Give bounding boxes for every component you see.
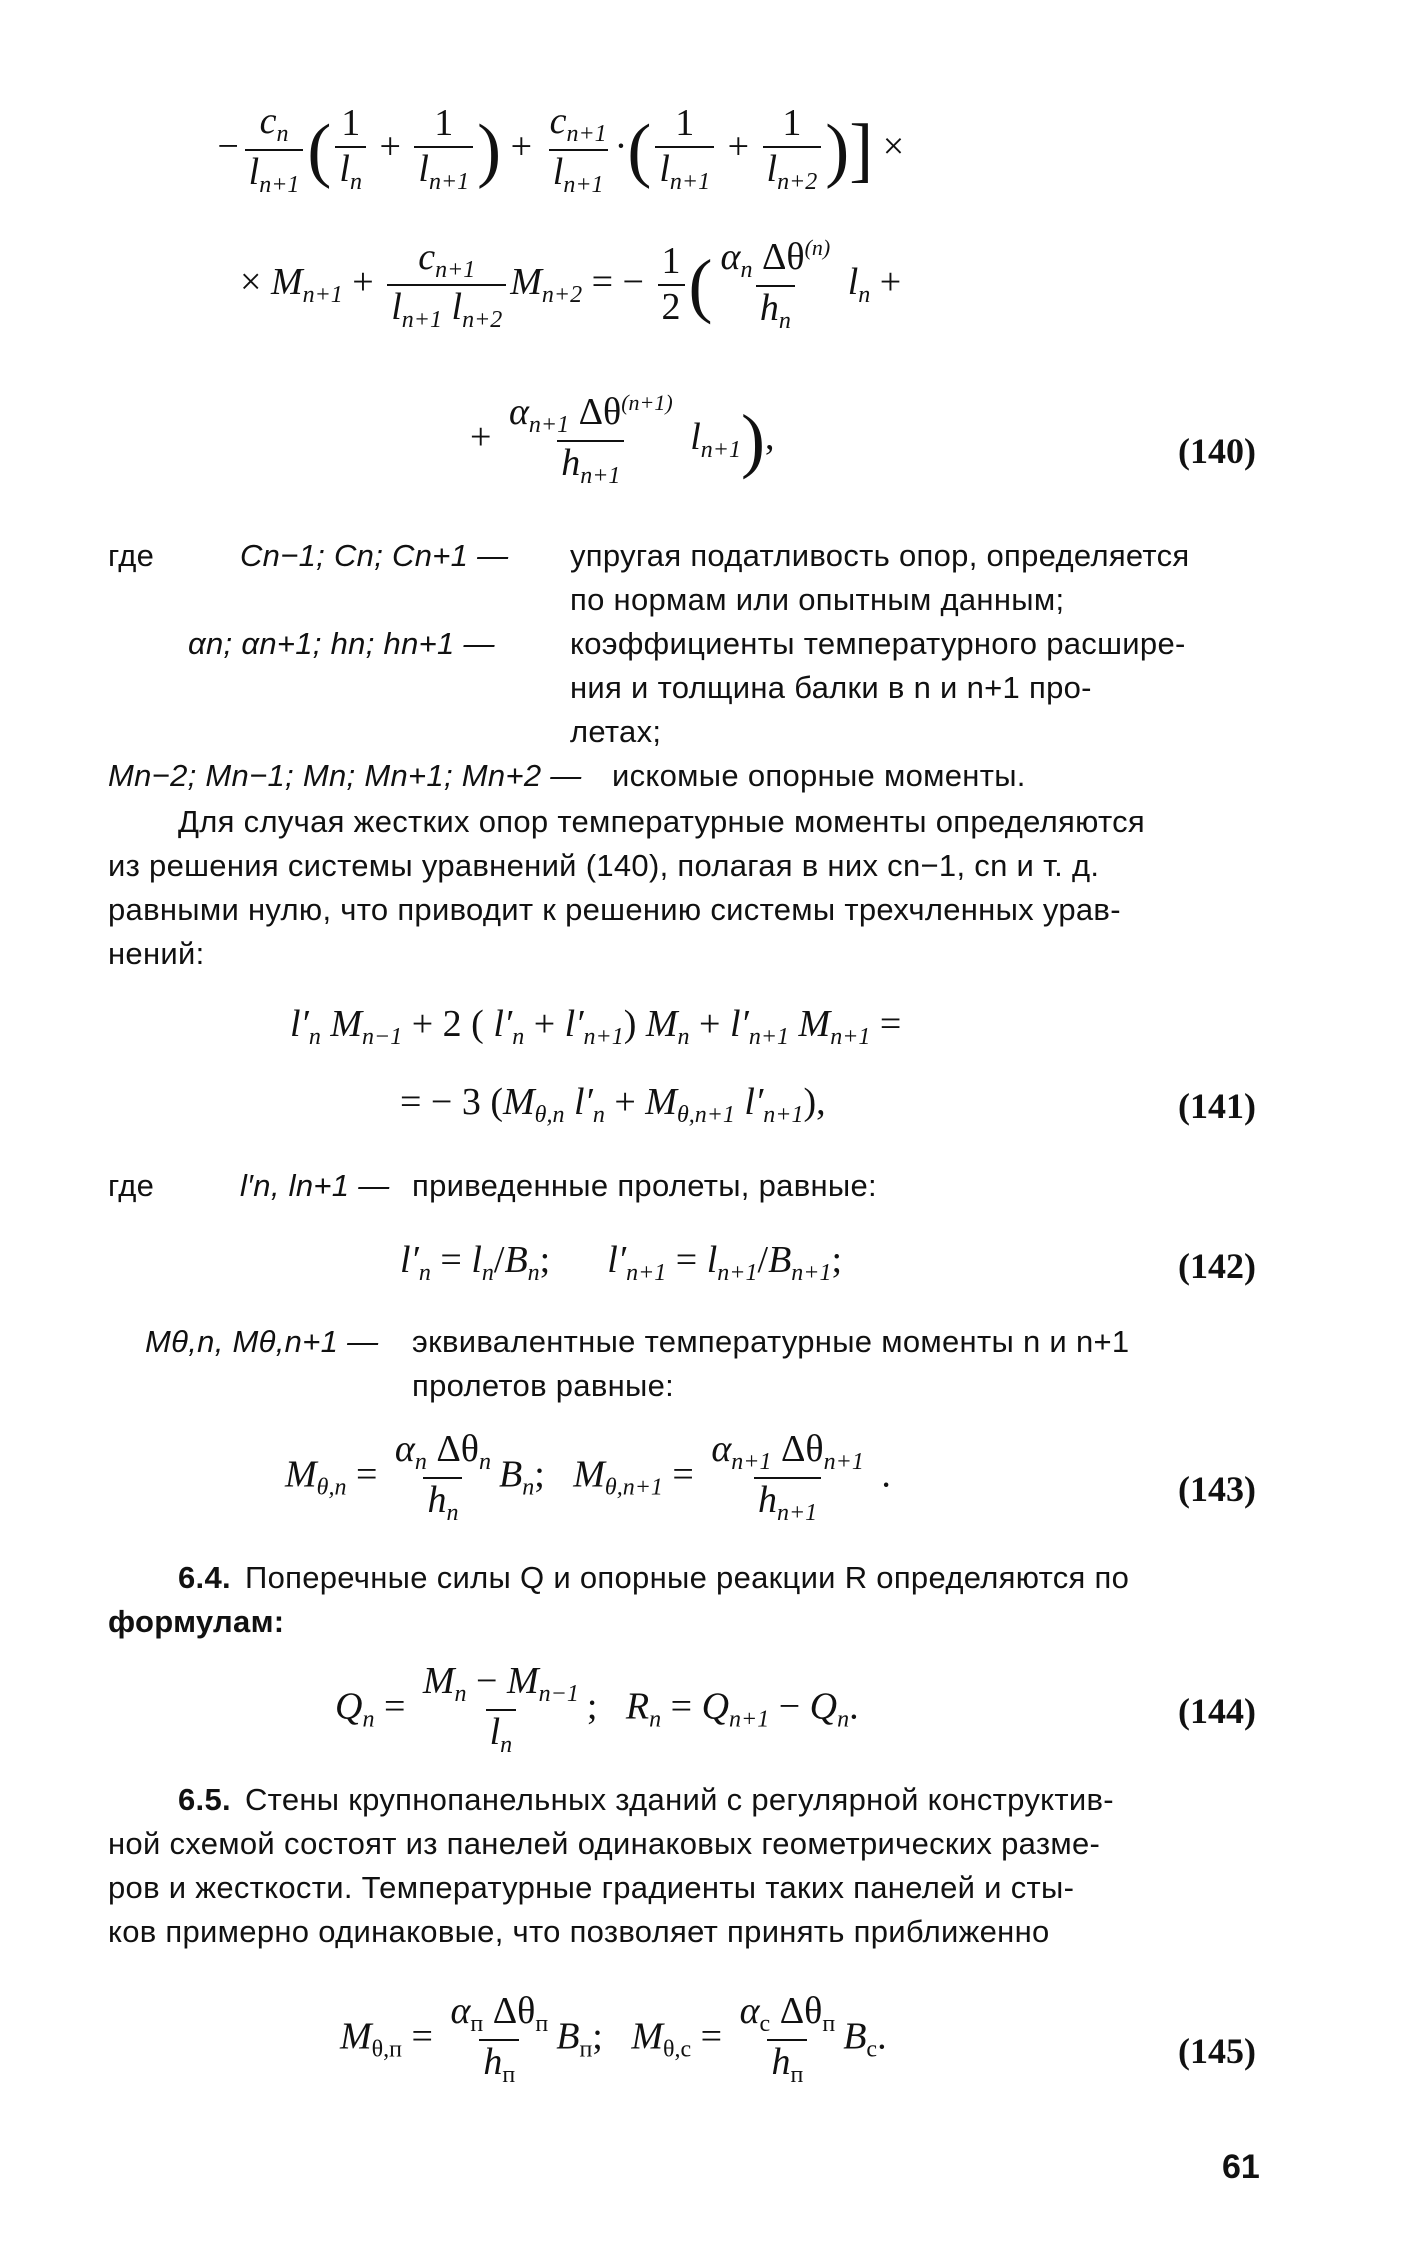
where-label: где	[108, 538, 155, 573]
paragraph-1-line1: Для случая жестких опор температурные моменты определяются	[178, 804, 1146, 839]
equation-141-line2: = − 3 ($M_{\theta,n}$ $l'_n + M_{\theta,n+1}$ $l'_{n+1}$),	[400, 1081, 826, 1128]
paragraph-3-line2: ной схемой состоят из панелей одинаковых геометрических разме-	[108, 1826, 1101, 1861]
where-label-2: где	[108, 1168, 155, 1203]
where-3-text-line2: пролетов равные:	[412, 1368, 675, 1403]
paragraph-3-line1: Стены крупнопанельных зданий с регулярной конструктив-	[245, 1782, 1114, 1817]
where-item-1-symbols: Cn−1; Cn; Cn+1 —	[240, 538, 509, 573]
equation-143: $M_{\theta,n}$ = $\frac{\alpha_n \Delta\theta_n}{h_n}$ $B_n$; $M_{\theta,n+1}$ = $\frac{\alpha_{n+1} \Delta\theta_{n+1}}{h_{n+1}}$ .	[285, 1428, 891, 1526]
equation-number-140: (140)	[1178, 431, 1256, 471]
where-item-1-text-line2: по нормам или опытным данным;	[570, 582, 1065, 617]
where-item-2-text-line1: коэффициенты температурного расшире-	[570, 626, 1186, 661]
where-item-2-symbols: αn; αn+1; hn; hn+1 —	[188, 626, 495, 661]
paragraph-1-line3: равными нулю, что приводит к решению системы трехчленных урав-	[108, 892, 1121, 927]
where-item-2-text-line3: летах;	[570, 714, 662, 749]
where-3-text-line1: эквивалентные температурные моменты n и n+1	[412, 1324, 1130, 1359]
equation-142: $l'_n = l_n/B_n$; $l'_{n+1} = l_{n+1}/B_{n+1}$;	[400, 1239, 843, 1286]
where-item-3-text: искомые опорные моменты.	[612, 758, 1026, 793]
equation-140-line3: + $\frac{\alpha_{n+1} \Delta\theta^{(n+1)}}{h_{n+1}}$ $l_{n+1}$),	[470, 390, 775, 489]
section-6-4-heading: 6.4.	[178, 1560, 231, 1595]
paragraph-2-line1: Поперечные силы Q и опорные реакции R определяются по	[245, 1560, 1130, 1595]
equation-number-145: (145)	[1178, 2031, 1256, 2071]
paragraph-3-line3: ров и жесткости. Температурные градиенты таких панелей и сты-	[108, 1870, 1075, 1905]
equation-141-line1: $l'_n$ $M_{n-1} + 2$ ( $l'_n + l'_{n+1}$) $M_n + l'_{n+1}$ $M_{n+1}$ =	[290, 1003, 902, 1050]
where-2-text: приведенные пролеты, равные:	[412, 1168, 877, 1203]
equation-145: $M_{\theta,п}$ = $\frac{\alpha_п \Delta\theta_п}{h_п}$ $B_п$; $M_{\theta,с}$ = $\frac{\alpha_с \Delta\theta_п}{h_п}$ $B_с$.	[340, 1990, 887, 2088]
paragraph-1-line2: из решения системы уравнений (140), полагая в них cn−1, cn и т. д.	[108, 848, 1100, 883]
equation-number-142: (142)	[1178, 1246, 1256, 1286]
paragraph-1-line4: нений:	[108, 936, 205, 971]
equation-144: $Q_n$ = $\frac{M_n - M_{n-1}}{l_n}$ ; $R_n = Q_{n+1} - Q_n$.	[335, 1660, 859, 1758]
equation-140-line2: × $M_{n+1}$ + $\frac{c_{n+1}}{l_{n+1} l_{n+2}}$ $M_{n+2}$ = − $\frac{1}{2}$ ( $\frac{\alpha_n \Delta\theta^{(n)}}{h_n}$ $l_n$ +	[240, 235, 902, 334]
where-item-1-text-line1: упругая податливость опор, определяется	[570, 538, 1190, 573]
equation-number-143: (143)	[1178, 1469, 1256, 1509]
where-item-3-symbols: Mn−2; Mn−1; Mn; Mn+1; Mn+2 —	[108, 758, 582, 793]
where-2-symbols: l′n, ln+1 —	[240, 1168, 390, 1203]
where-3-symbols: Mθ,n, Mθ,n+1 —	[145, 1324, 379, 1359]
paragraph-3-line4: ков примерно одинаковые, что позволяет принять приближенно	[108, 1914, 1050, 1949]
equation-number-144: (144)	[1178, 1691, 1256, 1731]
paragraph-2-line2: формулам:	[108, 1604, 285, 1639]
where-item-2-text-line2: ния и толщина балки в n и n+1 про-	[570, 670, 1092, 705]
equation-140-line1: − $\frac{c_n}{l_{n+1}}$ ( $\frac{1}{l_n}$ + $\frac{1}{l_{n+1}}$ ) + $\frac{c_{n+1}}{l_{n+1}}$ ·( $\frac{1}{l_{n+1}}$ + $\frac{1}{l_{n+2}}$ )] ×	[215, 100, 905, 198]
section-6-5-heading: 6.5.	[178, 1782, 231, 1817]
equation-number-141: (141)	[1178, 1086, 1256, 1126]
page-number: 61	[1222, 2148, 1260, 2186]
